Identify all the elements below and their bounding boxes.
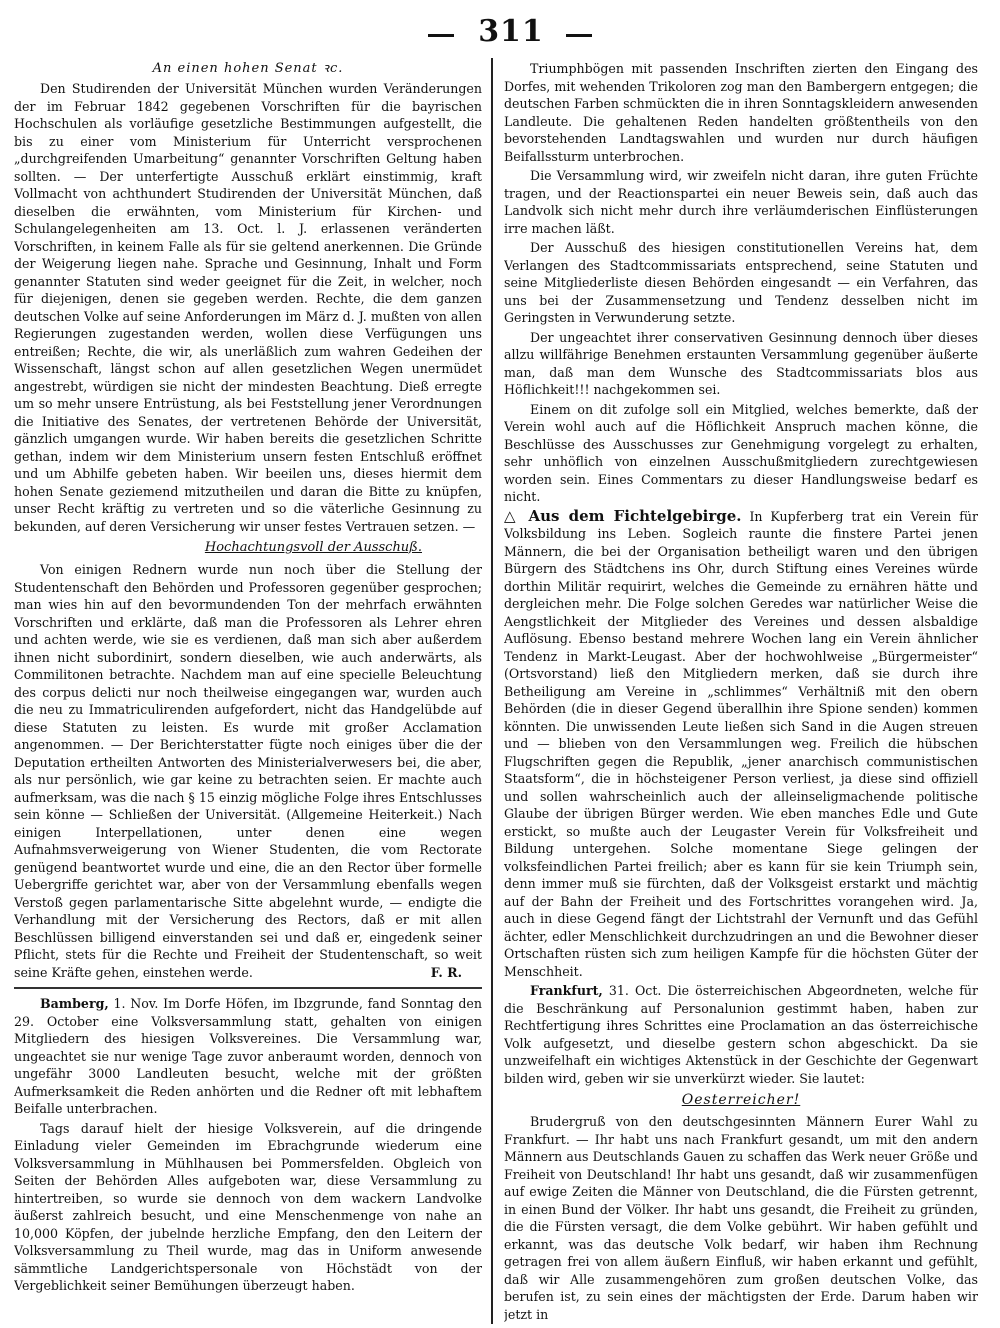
paragraph-3: Der Ausschuß des hiesigen constitutionellen Vereins hat, dem Verlangen des Stadtcommissariats entsprechend, seine Statuten und seine Mitgliederliste diesen Behörden eingesandt — ein Verfahren, das uns bei der Zusammensetzung und Tendenz desselben nicht im Geringsten in Verwunderung setzte.: [504, 240, 978, 325]
frankfurt-paragraph: [504, 982, 978, 1087]
speakers-text: Von einigen Rednern wurde nun noch über die Stellung der Studentenschaft den Behörden und Professoren gegenüber gesprochen; man wies hin auf den bevormundenden Ton der mehrfach erwähnten Vorschriften und erklärte, daß man die Professoren als Lehrer ehren und achten werde, wie sie es verdienen, daß man sich aber außerdem ihnen nicht subordinirt, sondern dieselben, wie auch anderwärts, als Commilitonen betrachte. Nachdem man auf eine specielle Beleuchtung des corpus delicti nur noch theilweise eingegangen war, wurden auch die neu zu Immatriculirenden aufgefordert, nicht das Handgelübde auf diese Statuten zu leisten. Es wurde mit großer Acclamation angenommen. — Der Berichterstatter fügte noch einiges über die der Deputation ertheilten Antworten des Ministerialverwesers bei, die aber, als nur persönlich, wie gar keine zu betrachten seien. Er machte auch aufmerksam, was die nach § 15 einzig mögliche Folge ihres Entschlusses sein könne — Schließen der Universität. (Allgemeine Heiterkeit.) Nach einigen Interpellationen, unter denen eine wegen Aufnahmsverweigerung von Wiener Studenten, die vom Rectorate genügend beantwortet wurde und eine, die an den Rector über formelle Uebergriffe gerichtet war, aber von der Versammlung ebenfalls wegen Verstoß gegen parlamentarische Sitte abgelehnt wurde, — endigte die Verhandlung mit der Versicherung des Rectors, daß er mit allen Beschlüssen billigend einverstanden sei und daß er, eingedenk seiner Pflicht, stets für die Rechte und Freiheit der Studentenschaft, so weit seine Kräfte gehen, einstehen werde.: [14, 562, 482, 980]
paragraph-5: Einem on dit zufolge soll ein Mitglied, welches bemerkte, daß der Verein wohl auch auf die Höflichkeit Anspruch machen könne, die Beschlüsse des Ausschusses zur Genehmigung vorgelegt zu erhalten, sehr unhöflich von einzelnen Ausschußmitgliedern zurechtgewiesen worden sein. Eines Commentars zu dieser Handlungsweise bedarf es nicht.: [504, 401, 978, 504]
header-dash-left: [428, 34, 454, 37]
paragraph-4: Der ungeachtet ihrer conservativen Gesinnung dennoch über dieses allzu willfährige Benehmen erstaunten Versammlung gegenüber äußerte man, daß man dem Wunsche des Stadtcommissariats blos aus Höflichkeit!!! nachgekommen sei.: [504, 329, 978, 397]
page-number: 311: [478, 14, 544, 49]
header-dash-right: [566, 34, 592, 37]
frankfurt-text: 31. Oct. Die österreichischen Abgeordneten, welche für die Beschränkung auf Personalunion gestimmt haben, haben zur Rechtfertigung ihres Schrittes eine Proclamation an das österreichische Volk aufgesetzt, und dieselbe gestern schon abgeschickt. Da sie unzweifelhaft ein wichtiges Aktenstück in der Geschichte der Gegenwart bilden wird, geben wir sie unverkürzt wieder. Sie lautet:: [504, 983, 978, 1086]
left-column: [14, 60, 482, 1322]
column-divider: [491, 58, 493, 1324]
page-header: [0, 0, 1000, 58]
continued-paragraph: Triumphbögen mit passenden Inschriften zierten den Eingang des Dorfes, mit wehenden Trikoloren zog man den Bambergern entgegen; die deutschen Farben schmückten die in ihren Sonntagskleidern anwesenden Landleute. Die gehaltenen Reden handelten größtentheils von den bevorstehenden Landtagswahlen und wurden nur durch häufigen Beifallssturm unterbrochen.: [504, 61, 978, 164]
fichtel-heading: △ Aus dem Fichtelgebirge.: [504, 506, 742, 525]
letter-body: Den Studirenden der Universität München wurden Veränderungen der im Februar 1842 gegebenen Vorschriften für die bayrischen Hochschulen als vorläufige gesetzliche Bestimmungen aufgestellt, die bis zu einer vom Ministerium für Unterricht versprochenen „durchgreifenden Umarbeitung“ genannter Vorschriften Geltung haben sollten. — Der unterfertigte Ausschuß erklärt einstimmig, kraft Vollmacht von achthundert Studirenden der Universität München, daß dieselben die erwähnten, vom Ministerium für Kirchen- und Schulangelegenheiten am 13. Oct. l. J. erlassenen veränderten Vorschriften, in keinem Falle als für sie geltend anerkennen. Die Gründe der Weigerung liegen nahe. Sprache und Gesinnung, Inhalt und Form genannter Statuten sind weder geeignet für die Zeit, in welcher, noch für diejenigen, denen sie gegeben werden. Rechte, die dem ganzen deutschen Volke auf seine Anforderungen im März d. J. mußten von allen Regierungen zugestanden werden, wollen diese Verfügungen uns entreißen; Rechte, die wir, als unerläßlich zum wahren Gedeihen der Wissenschaft, längst schon auf allen gesetzlichen Wegen unermüdet angestrebt, würdigen sie nicht der mindesten Beachtung. Dieß erregte um so mehr unsere Entrüstung, als bei Feststellung jener Verordnungen die Initiative des Senates, der vertretenen Behörde der Universität, gänzlich umgangen wurde. Wir haben bereits die gesetzlichen Schritte gethan, indem wir dem Ministerium unsern festen Entschluß eröffnet und um Abhilfe gebeten haben. Wir beeilen uns, dieses hiermit dem hohen Senate geziemend mitzutheilen und daran die Bitte zu knüpfen, unser Recht kräftig zu vertreten und so die väterliche Gesinnung zu bekunden, auf deren Versicherung wir unser festes Vertrauen setzen. —: [14, 81, 482, 534]
right-column: [504, 60, 978, 1322]
fichtel-text: In Kupferberg trat ein Verein für Volksbildung ins Leben. Sogleich raunte die finstere Partei jenen Männern, die bei der Organisation betheiligt waren und den übrigen Bürgern des Städtchens ins Ohr, durch Stiftung eines Vereines würde dorthin Militär requirirt, welches die Gemeinde zu ernähren hätte und dergleichen mehr. Die Folge solchen Geredes war natürlicher Weise die Aengstlichkeit der Mitglieder des Vereines und dessen alsbaldige Auflösung. Ebenso bestand mehrere Wochen lang ein Verein ähnlicher Tendenz in Markt-Leugast. Aber der hochwohlweise „Bürgermeister“ (Ortsvorstand) ließ den Mitgliedern merken, daß sie durch ihre Betheiligung am Vereine in „schlimmes“ Verhältniß mit den obern Behörden (die in dieser Gegend überallhin ihre Spione senden) kommen könnten. Die unwissenden Leute ließen sich Sand in die Augen streuen und — blieben von den Versammlungen weg. Freilich die hübschen Flugschriften gegen die Republik, „jener anarchisch communistischen Staatsform“, die in höchsteigener Person verliest, ja diese sind offiziell und sollen wahrscheinlich auch der alleinseligmachende politische Glaube der übrigen Bürger werden. Wie eben manches Edle und Gute erstickt, so mußte auch der Leugaster Verein für Volksfreiheit und Bildung untergehen. Solche momentane Siege gelingen der volksfeindlichen Partei freilich; aber es kann für sie kein Triumph sein, denn immer muß sie fürchten, daß der Volksgeist erstarkt und mächtig auf der Bahn der Freiheit und des Fortschrittes vorangehen wird. Ja, auch in diese Gegend fängt der Lichtstrahl der Vernunft und das Gefühl ächter, edler Menschlichkeit durchzudringen an und die Bewohner dieser Ortschaften rüsten sich zum heiligen Kampfe für die höchsten Güter der Menschheit.: [504, 508, 978, 979]
proclamation-body: Brudergruß von den deutschgesinnten Männern Eurer Wahl zu Frankfurt. — Ihr habt uns nach Frankfurt gesandt, um mit den andern Männern aus Deutschlands Gauen zu schaffen das Werk neuer Größe und Freiheit von Deutschland! Ihr habt uns gesandt, daß wir zusammenfügen auf ewige Zeiten die Männer von Deutschland, die die Fürsten getrennt, in einen Bund der Völker. Ihr habt uns gesandt, die Freiheit zu gründen, die die Fürsten versagt, die dem Volke gebührt. Wir haben gefühlt und erkannt, was das deutsche Volk bedarf, wir haben ihm Rechnung getragen frei von allem äußern Einfluß, wir haben erkannt und gefühlt, daß wir Alle zusammengehören zum großen deutschen Volke, das berufen ist, zu sein eines der mächtigsten der Erde. Darum haben wir jetzt in: [504, 1114, 978, 1322]
author-initials: F. R.: [430, 964, 462, 980]
frankfurt-dateline: Frankfurt,: [530, 983, 603, 998]
section-rule: [14, 987, 482, 989]
paragraph-2: Die Versammlung wird, wir zweifeln nicht daran, ihre guten Früchte tragen, und der Reactionspartei ein neuer Beweis sein, daß auch das Landvolk sich nicht mehr durch ihre verläumderischen Einflüsterungen irre machen läßt.: [504, 168, 978, 236]
letter-title: An einen hohen Senat ꝛc.: [152, 61, 344, 76]
proclamation-title: Oesterreicher!: [681, 1092, 801, 1108]
bamberg-next-paragraph: Tags darauf hielt der hiesige Volksverein, auf die dringende Einladung vieler Gemeinden im Ebrachgrunde wiederum eine Volksversammlung in Mühlhausen bei Pommersfelden. Obgleich von Seiten der Behörden Alles aufgeboten war, diese Versammlung zu hintertreiben, so wurde sie dennoch von dem wackern Landvolke äußerst zahlreich besucht, und eine Menschenmenge von nahe an 10,000 Köpfen, der jubelnde herzliche Empfang, den den Leitern der Volksversammlung zu Theil wurde, mag das in Uniform anwesende sämmtliche Landgerichtspersonale von Höchstädt von der Vergeblichkeit seiner Bemühungen überzeugt haben.: [14, 1120, 482, 1293]
bamberg-dateline: Bamberg,: [40, 996, 109, 1011]
fichtel-paragraph: [504, 508, 978, 981]
speakers-paragraph: [14, 561, 482, 981]
bamberg-paragraph: [14, 995, 482, 1118]
letter-signature: Hochachtungsvoll der Ausschuß.: [204, 540, 422, 555]
bamberg-text: 1. Nov. Im Dorfe Höfen, im Ibzgrunde, fand Sonntag den 29. October eine Volksversammlung statt, gehalten von einigen Mitgliedern des hiesigen Volksvereines. Die Versammlung war, ungeachtet sie nur wenige Tage zuvor anberaumt worden, dennoch von ungefähr 3000 Landleuten besucht, welche mit der größten Aufmerksamkeit die Reden anhörten und die Redner oft mit lebhaftem Beifalle unterbrachen.: [14, 996, 482, 1116]
